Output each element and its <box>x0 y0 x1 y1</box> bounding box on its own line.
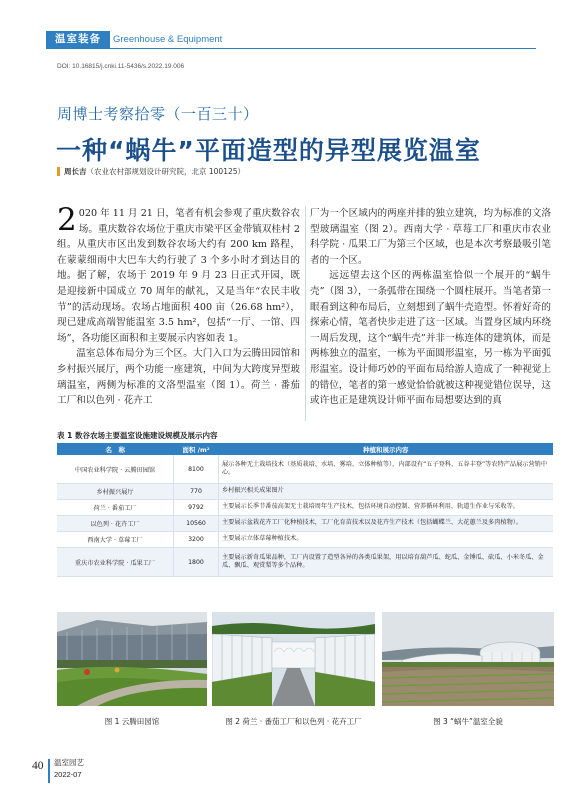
table-cell-area: 8100 <box>174 455 219 484</box>
journal-issue: 2022-07 <box>54 770 82 779</box>
table-cell-area: 3200 <box>174 532 219 548</box>
data-table <box>57 443 553 577</box>
paragraph-4: 远远望去这个区的两栋温室恰似一个展开的“蜗牛壳”（图 3），一条弧带在围绕一个圆柱展开。当笔者第一眼看到这种布局后，立刻想到了蜗牛壳造型。怀着好奇的探索心情，笔者快步走进了这一区域。当置身区域内环绕一周后发现，这个“蜗牛壳”并非一栋连体的建筑体，而是两栋独立的温室，一栋为平面圆形温室，另一栋为平面弧形温室。设计师巧妙的平面布局给游人造成了一种视觉上的错位，笔者的第一感觉恰恰就被这种视觉错位误导，这或许也正是建筑设计师平面布局想要达到的真 <box>310 270 551 407</box>
table-cell-name: 重庆市农业科学院 · 瓜果工厂 <box>57 548 174 577</box>
table-cell-name: 荷兰 · 番茄工厂 <box>57 500 174 516</box>
paragraph-1 <box>57 202 300 346</box>
photo-yunteng-pavilion <box>57 612 207 706</box>
doi-text: DOI: 10.16815/j.cnki.11-5436/s.2022.19.006 <box>57 63 185 70</box>
table-cell-area: 1800 <box>174 548 219 577</box>
body-column-left <box>57 202 300 409</box>
photo-tomato-flower-factories-image <box>212 612 375 706</box>
photo-tomato-flower-factories <box>212 612 375 706</box>
header-rule <box>46 48 536 49</box>
article-title: 一种“蜗牛”平面造型的异型展览温室 <box>56 136 481 165</box>
table-cell-content: 主要展示长季节番茄高架无土栽培周年生产技术，包括环境自动控制、营养循环利用、轨道生作业与采收等。 <box>219 500 554 516</box>
author-accent-bar <box>57 167 60 176</box>
table-row <box>57 484 553 500</box>
table-cell-content: 主要展示立体草莓种植技术。 <box>219 532 554 548</box>
footer-accent-bar <box>48 759 50 783</box>
table-header-name: 名 称 <box>57 443 174 455</box>
paragraph-1-text: 020 年 11 月 21 日，笔者有机会参观了重庆数谷农场。重庆数谷农场位于重庆市梁平区金带镇双桂村 2 组。从重庆市区出发到数谷农场大约有 200 km 路程，在蒙蒙细雨中大巴车大约行驶了 3 个多小时才到达目的地。据了解，农场于 2019 年 9 月 23 日正式开园，既是迎接新中国成立 70 周年的献礼，又是当年“农民丰收节”的活动现场。农场占地面积 400 亩（26.68 hm²），现已建成高端智能温室 3.5 hm²，包括“一厅、一馆、四场”，各功能区面积和主要展示内容如表 1。 <box>57 208 300 344</box>
journal-name: 温室园艺 <box>54 758 84 767</box>
table-header-area: 面积 /m² <box>174 443 219 455</box>
body-column-right <box>310 206 551 409</box>
figure-caption-3: 图 3 “蜗牛”温室全貌 <box>433 717 503 726</box>
section-tag: 温室装备 <box>46 31 110 48</box>
series-title: 周博士考察拾零（一百三十） <box>57 105 259 123</box>
table-cell-content: 展示各种无土栽培技术（基质栽培、水培、雾培、立体种植等），内部设有“五子登科、五谷丰登”等农特产品展示营销中心。 <box>219 455 554 484</box>
section-tag-english: Greenhouse & Equipment <box>113 34 223 45</box>
table-cell-area: 9792 <box>174 500 219 516</box>
photo-snail-greenhouse <box>382 612 554 706</box>
table-row <box>57 455 553 484</box>
table-cell-area: 770 <box>174 484 219 500</box>
table-cell-name: 中国农业科学院 · 云腾田园馆 <box>57 455 174 484</box>
figure-caption-2: 图 2 荷兰 · 番茄工厂和以色列 · 花卉工厂 <box>225 717 362 726</box>
table-cell-content: 主要展示盆栽花卉工厂化种植技术，工厂化育苗技术以及花卉生产技术（包括蝴蝶兰、大花蕙兰及多肉植物）。 <box>219 516 554 532</box>
table-row <box>57 532 553 548</box>
author-line <box>64 166 245 177</box>
table-cell-area: 10560 <box>174 516 219 532</box>
table-cell-name: 乡村振兴展厅 <box>57 484 174 500</box>
table-row <box>57 516 553 532</box>
table-cell-content: 主要展示新奇瓜果品种，工厂内设置了造型各异的各类瓜果架，用以培育葫芦瓜、蛇瓜、金锤瓜、砍瓜、小米冬瓜、金瓜、飘瓜、观赏梨等多个品种。 <box>219 548 554 577</box>
table-header-row <box>57 443 553 455</box>
table-row <box>57 500 553 516</box>
table-cell-content: 乡村振兴相关成果图片 <box>219 484 554 500</box>
page-number: 40 <box>32 760 44 772</box>
paragraph-3: 厂为一个区域内的两座并排的独立建筑，均为标准的文洛型玻璃温室（图 2）。西南大学 · 草莓工厂和重庆市农业科学院 · 瓜果工厂为第三个区域，也是本次考察最吸引笔者的一个区。 <box>310 208 551 266</box>
figure-caption-1: 图 1 云腾田园馆 <box>104 717 160 726</box>
table-cell-name: 以色列 · 花卉工厂 <box>57 516 174 532</box>
table-cell-name: 西南大学 · 草莓工厂 <box>57 532 174 548</box>
photo-snail-greenhouse-image <box>382 612 554 706</box>
drop-cap: 2 <box>57 202 77 238</box>
paragraph-2: 温室总体布局分为三个区。大门入口为云腾田园馆和乡村振兴展厅，两个功能一座建筑，中间为大跨度异型玻璃温室，两侧为标准的文洛型温室（图 1）。荷兰 · 番茄工厂和以色列 · 花卉工 <box>57 348 300 407</box>
photo-yunteng-pavilion-image <box>57 612 207 706</box>
author-name: 周长吉 <box>64 167 87 176</box>
table-row <box>57 548 553 577</box>
table-caption: 表 1 数谷农场主要温室设施建设规模及展示内容 <box>57 431 218 440</box>
column-divider <box>305 206 306 421</box>
table-header-content: 种植和展示内容 <box>219 443 554 455</box>
author-affiliation: （农业农村部规划设计研究院，北京 100125） <box>86 167 246 176</box>
